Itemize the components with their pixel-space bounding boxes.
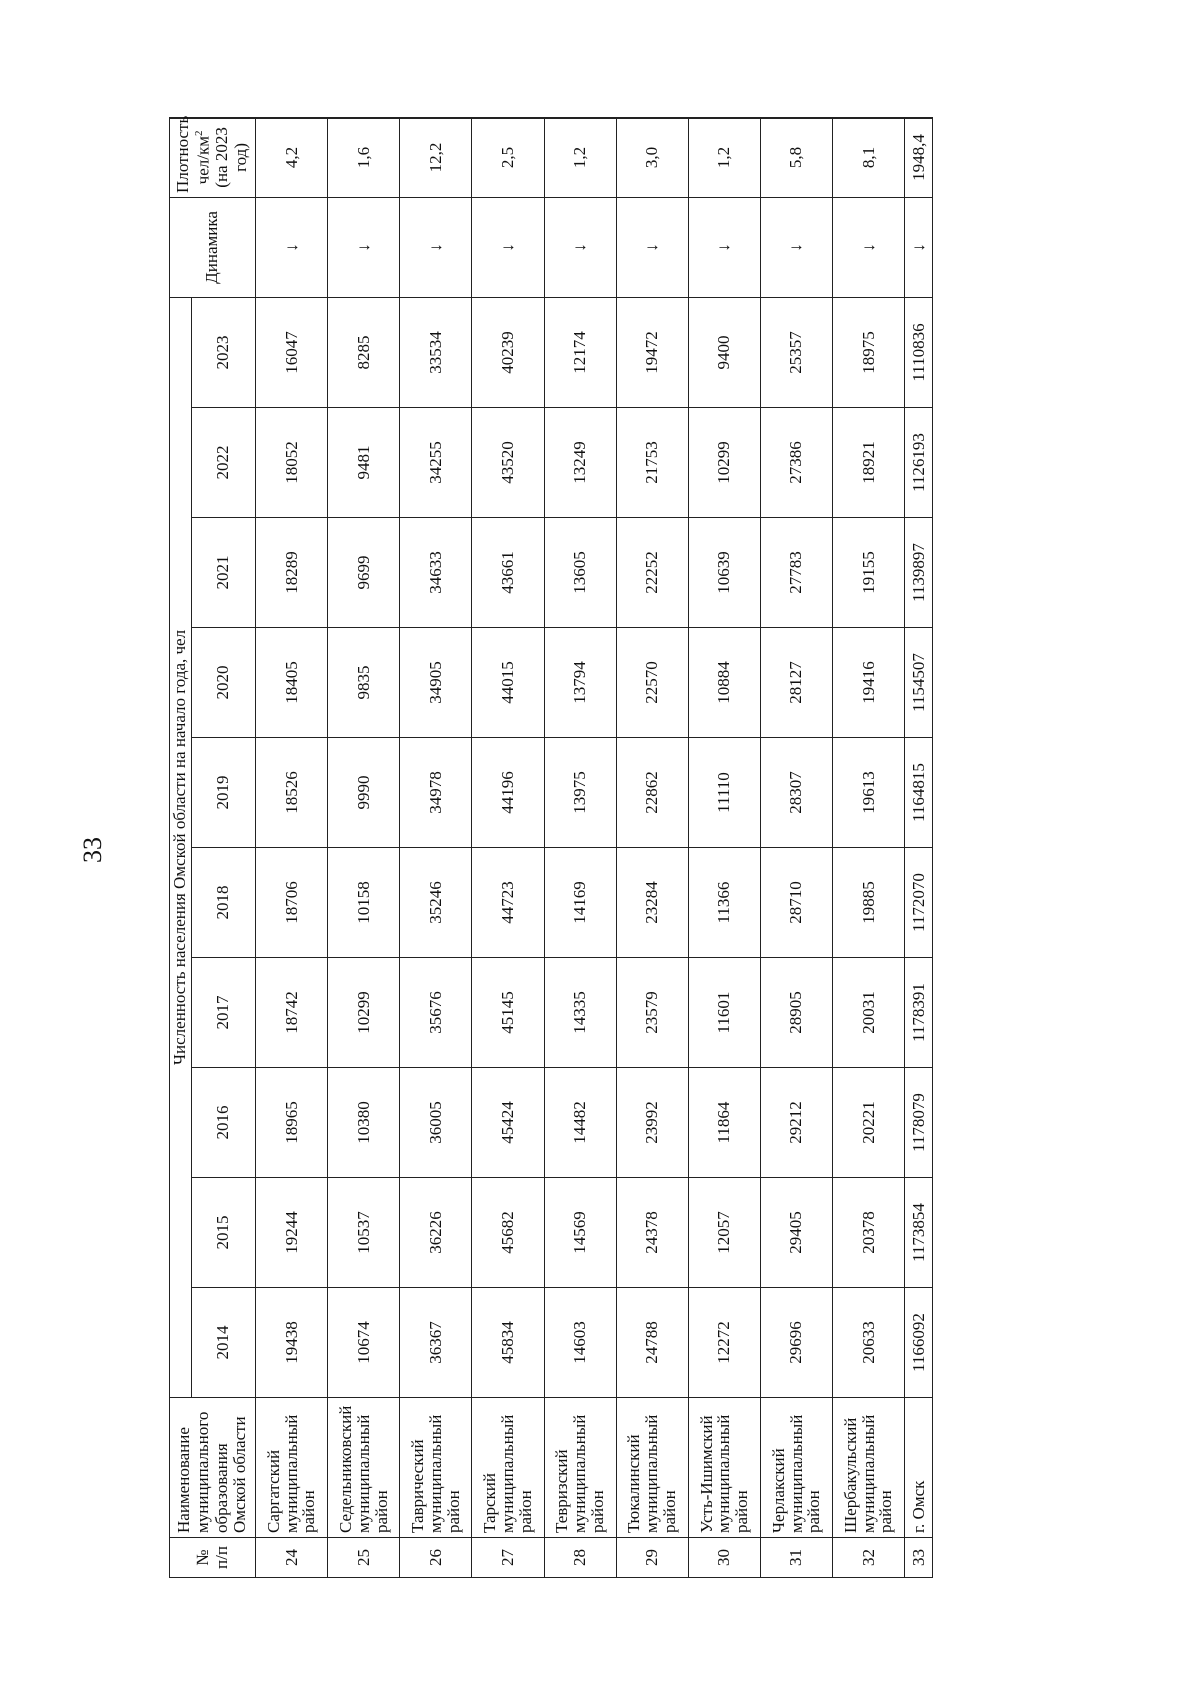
- row-number: 29: [616, 1538, 688, 1578]
- population-value: 22862: [616, 738, 688, 848]
- population-value: 1126193: [905, 408, 933, 518]
- dynamics-arrow: ↓: [833, 197, 905, 297]
- density-value: 8,1: [833, 117, 905, 197]
- population-value: 14603: [544, 1288, 616, 1398]
- population-value: 19155: [833, 518, 905, 628]
- population-value: 35246: [400, 848, 472, 958]
- row-name: Тевризский муниципальный район: [544, 1398, 616, 1538]
- row-number: 24: [256, 1538, 328, 1578]
- population-value: 34905: [400, 628, 472, 738]
- population-value: 1110836: [905, 297, 933, 407]
- dynamics-arrow: ↓: [760, 197, 832, 297]
- density-value: 4,2: [256, 117, 328, 197]
- population-value: 36005: [400, 1068, 472, 1178]
- population-value: 24378: [616, 1178, 688, 1288]
- table-body: [256, 117, 933, 1577]
- population-value: 10299: [688, 408, 760, 518]
- population-value: 21753: [616, 408, 688, 518]
- row-name: Седельниковский муниципальный район: [328, 1398, 400, 1538]
- population-value: 40239: [472, 297, 544, 407]
- population-value: 44196: [472, 738, 544, 848]
- dynamics-arrow: ↓: [905, 197, 933, 297]
- population-value: 10639: [688, 518, 760, 628]
- row-name: Усть-Ишимский муниципальный район: [688, 1398, 760, 1538]
- row-name: Тарский муниципальный район: [472, 1398, 544, 1538]
- table-row: [256, 117, 328, 1577]
- population-value: 35676: [400, 958, 472, 1068]
- population-value: 34633: [400, 518, 472, 628]
- row-name: Саргатский муниципальный район: [256, 1398, 328, 1538]
- dynamics-arrow: ↓: [544, 197, 616, 297]
- population-value: 10537: [328, 1178, 400, 1288]
- population-value: 45424: [472, 1068, 544, 1178]
- population-value: 1178079: [905, 1068, 933, 1178]
- population-value: 9481: [328, 408, 400, 518]
- table-row: [400, 117, 472, 1577]
- population-value: 36226: [400, 1178, 472, 1288]
- population-value: 43661: [472, 518, 544, 628]
- population-value: 1172070: [905, 848, 933, 958]
- header-year: 2018: [192, 848, 256, 958]
- row-number: 25: [328, 1538, 400, 1578]
- dynamics-arrow: ↓: [256, 197, 328, 297]
- row-number: 33: [905, 1538, 933, 1578]
- population-value: 13605: [544, 518, 616, 628]
- population-value: 25357: [760, 297, 832, 407]
- row-number: 27: [472, 1538, 544, 1578]
- row-number: 28: [544, 1538, 616, 1578]
- row-number: 30: [688, 1538, 760, 1578]
- population-value: 19438: [256, 1288, 328, 1398]
- population-value: 19244: [256, 1178, 328, 1288]
- header-population-group: Численность населения Омской области на начало года, чел: [170, 297, 192, 1397]
- population-value: 28307: [760, 738, 832, 848]
- population-table: [169, 117, 933, 1578]
- population-value: 8285: [328, 297, 400, 407]
- population-value: 19613: [833, 738, 905, 848]
- header-year: 2019: [192, 738, 256, 848]
- table-row: [760, 117, 832, 1577]
- population-value: 44015: [472, 628, 544, 738]
- dynamics-arrow: ↓: [616, 197, 688, 297]
- population-value: 19472: [616, 297, 688, 407]
- population-value: 20378: [833, 1178, 905, 1288]
- row-number: 26: [400, 1538, 472, 1578]
- population-value: 45834: [472, 1288, 544, 1398]
- population-value: 16047: [256, 297, 328, 407]
- table-row: [833, 117, 905, 1577]
- header-density-sup: 2: [192, 130, 205, 137]
- population-value: 18742: [256, 958, 328, 1068]
- header-year: 2023: [192, 297, 256, 407]
- population-value: 10674: [328, 1288, 400, 1398]
- density-value: 3,0: [616, 117, 688, 197]
- population-value: 18405: [256, 628, 328, 738]
- population-value: 22570: [616, 628, 688, 738]
- population-value: 29212: [760, 1068, 832, 1178]
- page-number-text: 33: [78, 837, 107, 863]
- density-value: 12,2: [400, 117, 472, 197]
- population-value: 28127: [760, 628, 832, 738]
- row-name: Шербакульский муниципальный район: [833, 1398, 905, 1538]
- density-value: 2,5: [472, 117, 544, 197]
- header-year: 2016: [192, 1068, 256, 1178]
- header-year: 2017: [192, 958, 256, 1068]
- population-value: 45145: [472, 958, 544, 1068]
- population-value: 34255: [400, 408, 472, 518]
- density-value: 5,8: [760, 117, 832, 197]
- population-value: 11864: [688, 1068, 760, 1178]
- population-value: 18706: [256, 848, 328, 958]
- population-value: 14335: [544, 958, 616, 1068]
- population-value: 23579: [616, 958, 688, 1068]
- population-value: 28905: [760, 958, 832, 1068]
- population-value: 12272: [688, 1288, 760, 1398]
- dynamics-arrow: ↓: [400, 197, 472, 297]
- population-value: 1178391: [905, 958, 933, 1068]
- population-value: 28710: [760, 848, 832, 958]
- population-value: 36367: [400, 1288, 472, 1398]
- population-value: 9699: [328, 518, 400, 628]
- header-density-line3: (на 2023 год): [212, 127, 251, 188]
- header-years-row: [192, 117, 256, 1577]
- dynamics-arrow: ↓: [688, 197, 760, 297]
- table-row: [328, 117, 400, 1577]
- header-year: 2015: [192, 1178, 256, 1288]
- population-value: 27783: [760, 518, 832, 628]
- header-density: [170, 117, 256, 197]
- population-value: 12057: [688, 1178, 760, 1288]
- population-value: 29405: [760, 1178, 832, 1288]
- population-value: 1154507: [905, 628, 933, 738]
- page-number: [78, 820, 108, 880]
- header-num: № п/п: [170, 1538, 256, 1578]
- header-year: 2022: [192, 408, 256, 518]
- row-number: 32: [833, 1538, 905, 1578]
- population-value: 1173854: [905, 1178, 933, 1288]
- population-value: 34978: [400, 738, 472, 848]
- population-value: 24788: [616, 1288, 688, 1398]
- population-value: 18526: [256, 738, 328, 848]
- population-value: 11366: [688, 848, 760, 958]
- table-row: [472, 117, 544, 1577]
- population-value: 44723: [472, 848, 544, 958]
- population-value: 43520: [472, 408, 544, 518]
- population-value: 29696: [760, 1288, 832, 1398]
- header-year: 2014: [192, 1288, 256, 1398]
- row-number: 31: [760, 1538, 832, 1578]
- population-value: 10884: [688, 628, 760, 738]
- population-value: 27386: [760, 408, 832, 518]
- table-row: [544, 117, 616, 1577]
- population-value: 10299: [328, 958, 400, 1068]
- header-name: Наименование муниципального образования Омской области: [170, 1398, 256, 1538]
- header-density-line2: чел/км: [193, 136, 213, 185]
- population-value: 9400: [688, 297, 760, 407]
- table-row: [688, 117, 760, 1577]
- population-value: 18965: [256, 1068, 328, 1178]
- population-value: 22252: [616, 518, 688, 628]
- population-value: 1166092: [905, 1288, 933, 1398]
- population-value: 1164815: [905, 738, 933, 848]
- population-value: 9835: [328, 628, 400, 738]
- population-value: 14569: [544, 1178, 616, 1288]
- population-table-frame: [169, 115, 933, 1578]
- population-value: 14169: [544, 848, 616, 958]
- density-value: 1,2: [688, 117, 760, 197]
- population-value: 12174: [544, 297, 616, 407]
- population-value: 18052: [256, 408, 328, 518]
- population-value: 13249: [544, 408, 616, 518]
- header-dynamics: Динамика: [170, 197, 256, 297]
- population-value: 18289: [256, 518, 328, 628]
- table-row: [616, 117, 688, 1577]
- population-value: 20633: [833, 1288, 905, 1398]
- population-value: 23284: [616, 848, 688, 958]
- header-year: 2020: [192, 628, 256, 738]
- population-value: 13975: [544, 738, 616, 848]
- population-value: 23992: [616, 1068, 688, 1178]
- population-value: 18921: [833, 408, 905, 518]
- row-name: Таврический муниципальный район: [400, 1398, 472, 1538]
- density-value: 1,6: [328, 117, 400, 197]
- population-value: 9990: [328, 738, 400, 848]
- population-value: 10380: [328, 1068, 400, 1178]
- population-value: 10158: [328, 848, 400, 958]
- density-value: 1948,4: [905, 117, 933, 197]
- row-name: г. Омск: [905, 1398, 933, 1538]
- population-value: 1139897: [905, 518, 933, 628]
- density-value: 1,2: [544, 117, 616, 197]
- population-value: 20031: [833, 958, 905, 1068]
- population-value: 33534: [400, 297, 472, 407]
- dynamics-arrow: ↓: [328, 197, 400, 297]
- population-value: 14482: [544, 1068, 616, 1178]
- population-value: 11601: [688, 958, 760, 1068]
- population-value: 11110: [688, 738, 760, 848]
- header-year: 2021: [192, 518, 256, 628]
- header-density-line1: Плотность: [173, 115, 193, 193]
- row-name: Черлакский муниципальный район: [760, 1398, 832, 1538]
- population-value: 45682: [472, 1178, 544, 1288]
- table-row: [905, 117, 933, 1577]
- population-value: 19885: [833, 848, 905, 958]
- population-value: 19416: [833, 628, 905, 738]
- dynamics-arrow: ↓: [472, 197, 544, 297]
- row-name: Тюкалинский муниципальный район: [616, 1398, 688, 1538]
- population-value: 13794: [544, 628, 616, 738]
- population-value: 20221: [833, 1068, 905, 1178]
- population-value: 18975: [833, 297, 905, 407]
